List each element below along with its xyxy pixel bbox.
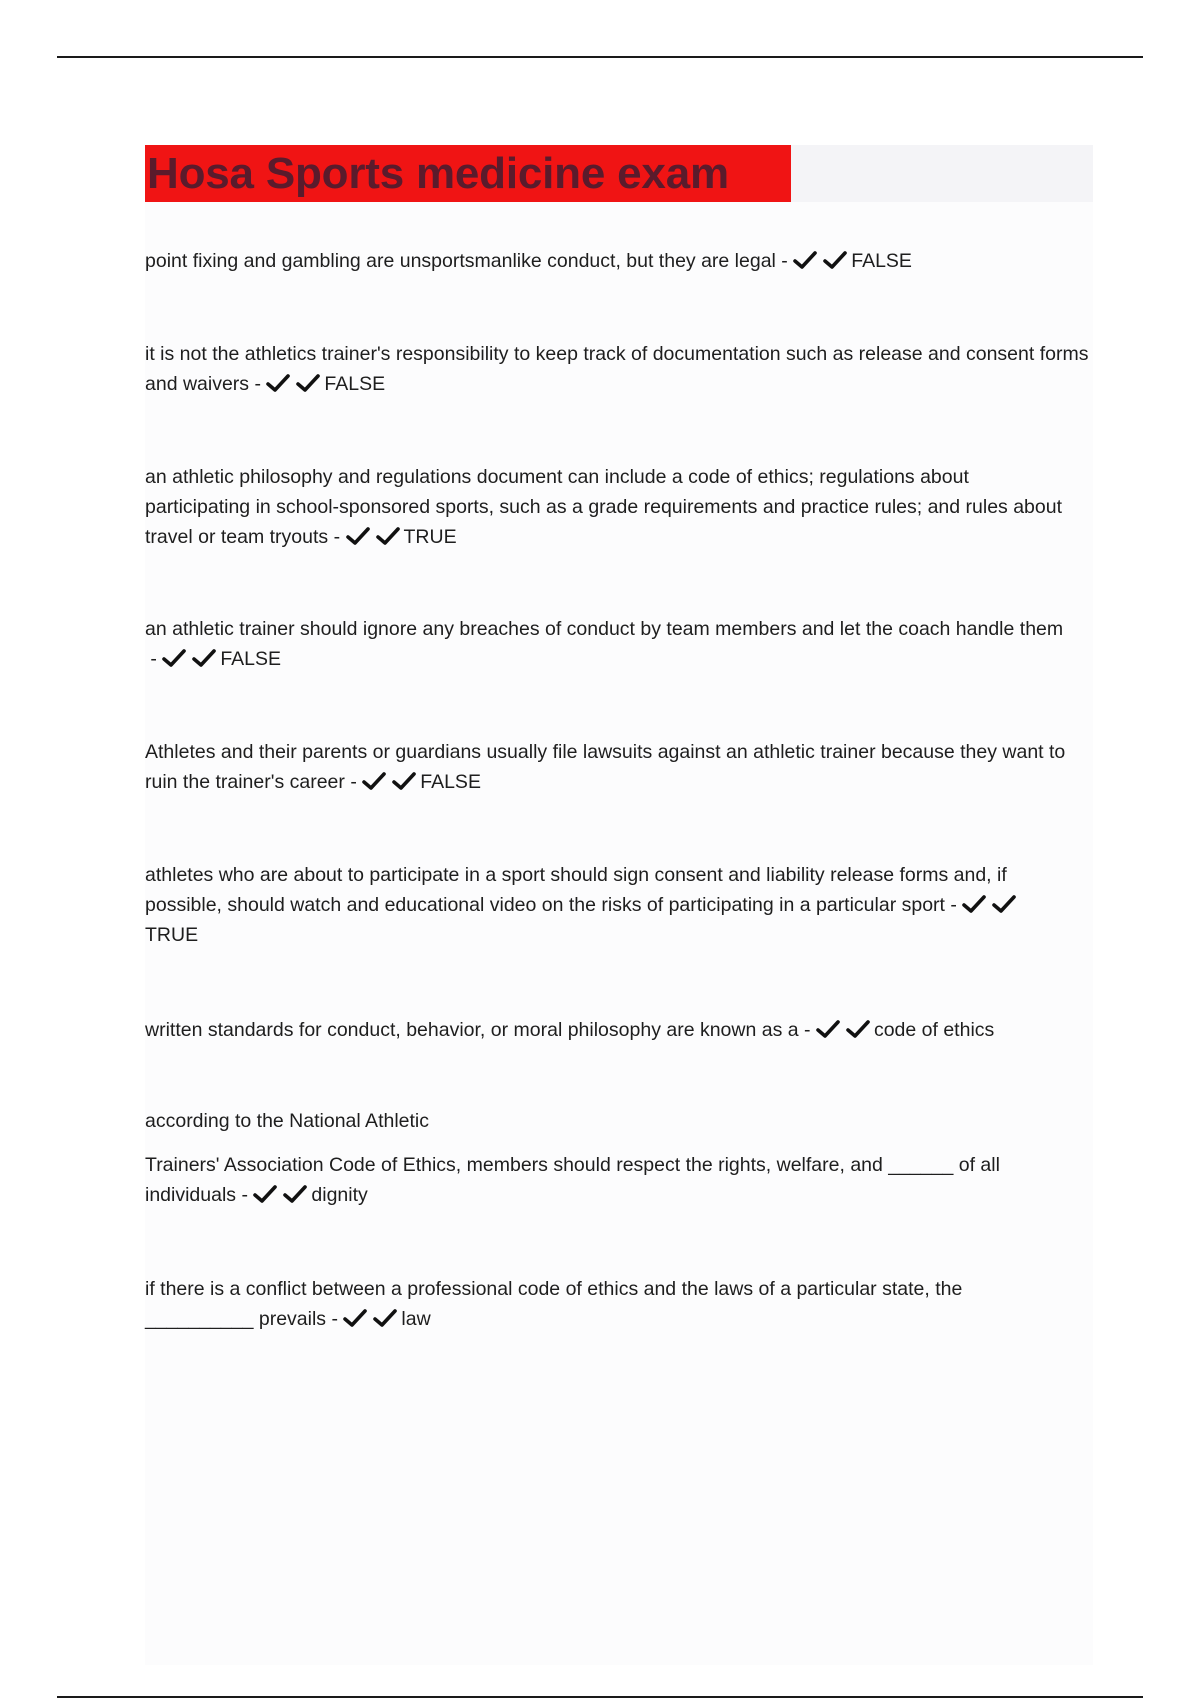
check-icon: [846, 1019, 870, 1039]
answer-text: TRUE: [403, 526, 457, 548]
check-icon: [253, 1184, 277, 1204]
check-icon: [162, 648, 186, 668]
question-text: Trainers' Association Code of Ethics, members should respect the rights, welfare, and ______ of all individuals: [145, 1154, 1000, 1206]
answer-text: FALSE: [420, 771, 481, 793]
qa-item-5: [145, 737, 1095, 797]
qa-item-4: [145, 614, 1095, 674]
question-text: an athletic trainer should ignore any breaches of conduct by team members and let the coach handle them: [145, 618, 1064, 640]
check-icon: [373, 1308, 397, 1328]
answer-separator: -: [344, 771, 363, 793]
answer-text: FALSE: [324, 373, 386, 395]
qa-item-2: [145, 339, 1095, 399]
qa-item-9: [145, 1274, 1045, 1334]
check-icon: [823, 250, 847, 270]
check-icon: [296, 373, 320, 393]
question-text: an athletic philosophy and regulations document can include a code of ethics; regulations about participating in school-sponsored sports, such as a grade requirements and practice rules; and rules about travel or team tryouts: [145, 466, 1063, 548]
qa-item-7: [145, 1015, 1095, 1045]
answer-separator: -: [326, 1308, 344, 1330]
check-icon: [816, 1019, 840, 1039]
answer-text: code of ethics: [873, 1019, 995, 1041]
question-text: athletes who are about to participate in a sport should sign consent and liability release forms and, if possible, should watch and educational video on the risks of participating in a particular sport: [145, 864, 1007, 916]
check-icon: [283, 1184, 307, 1204]
check-icon: [343, 1308, 367, 1328]
check-icon: [376, 526, 400, 546]
answer-separator: -: [236, 1184, 254, 1206]
answer-separator: -: [775, 250, 794, 272]
answer-separator: -: [249, 373, 267, 395]
check-icon: [392, 771, 416, 791]
answer-separator: -: [944, 894, 963, 916]
question-text: written standards for conduct, behavior, or moral philosophy are known as a: [145, 1019, 799, 1041]
check-icon: [266, 373, 290, 393]
check-icon: [192, 648, 216, 668]
check-icon: [962, 894, 986, 914]
answer-text: FALSE: [220, 648, 282, 670]
answer-separator: -: [328, 526, 346, 548]
answer-text: FALSE: [851, 250, 912, 272]
top-rule: [57, 56, 1143, 58]
answer-text: TRUE: [145, 924, 199, 946]
answer-separator: -: [145, 648, 163, 670]
question-text: Athletes and their parents or guardians usually file lawsuits against an athletic trainer because they want to ruin the trainer's career: [145, 741, 1066, 793]
qa-item-1: [145, 246, 1095, 276]
question-intro: according to the National Athletic: [145, 1110, 430, 1132]
question-text: if there is a conflict between a professional code of ethics and the laws of a particular state, the __________ prevails: [145, 1278, 963, 1330]
check-icon: [992, 894, 1016, 914]
answer-text: law: [401, 1308, 431, 1330]
qa-item-3: [145, 462, 1065, 552]
check-icon: [346, 526, 370, 546]
question-body: [145, 1150, 1095, 1210]
qa-item-8: [145, 1106, 1095, 1210]
answer-separator: -: [798, 1019, 816, 1041]
qa-item-6: [145, 860, 1070, 950]
bottom-rule: [57, 1696, 1143, 1698]
check-icon: [362, 771, 386, 791]
page-title: Hosa Sports medicine exam: [147, 149, 729, 198]
check-icon: [793, 250, 817, 270]
question-text: it is not the athletics trainer's responsibility to keep track of documentation such as release and consent forms and waivers: [145, 343, 1089, 395]
question-text: point fixing and gambling are unsportsmanlike conduct, but they are legal: [145, 250, 776, 272]
answer-text: dignity: [311, 1184, 368, 1206]
